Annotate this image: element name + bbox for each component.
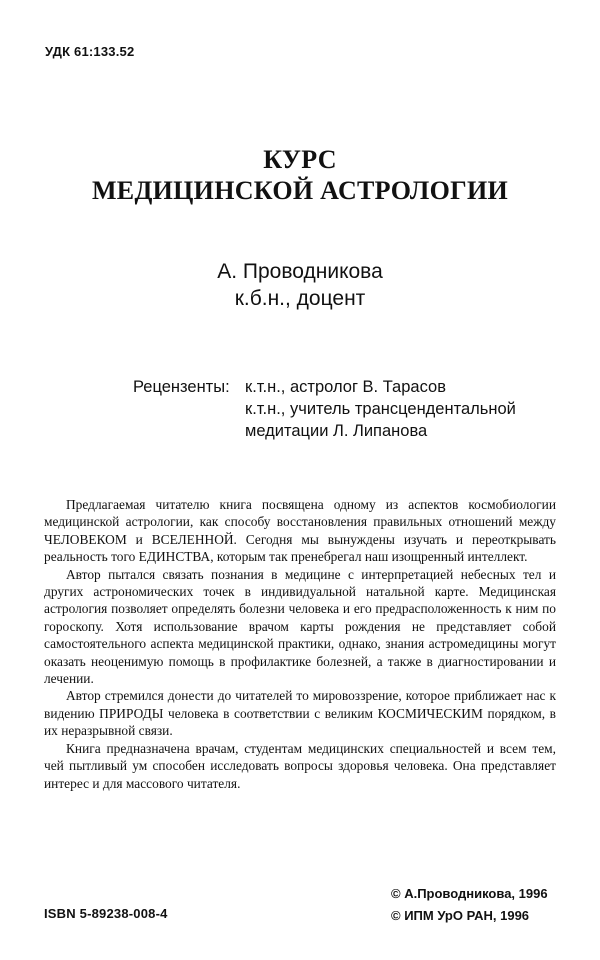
reviewer-line-1: к.т.н., астролог В. Тарасов <box>245 378 446 396</box>
reviewer-line-2: к.т.н., учитель трансцендентальной <box>245 400 516 418</box>
book-title-line-2: МЕДИЦИНСКОЙ АСТРОЛОГИИ <box>91 176 509 205</box>
annotation-text <box>44 496 556 792</box>
reviewer-line-3: медитации Л. Липанова <box>245 422 428 440</box>
annotation-paragraph-2: Автор пытался связать познания в медицине с интерпретацией небесных тел и других астрономических точек в индивидуальной натальной карте. Медицинская астрология позволяет определять болезни человека и его предрасположенность к ним по гороскопу. Хотя использование врачом карты рождения не представляет собой самостоятельного аспекта медицинской практики, однако, знания астромедицины могут оказать неоценимую помощь в профилактике болезней, а также в диагностировании и лечении. <box>44 566 556 687</box>
annotation-paragraph-4: Книга предназначена врачам, студентам медицинских специальностей и всем тем, чей пытливый ум способен исследовать вопросы здоровья человека. Она представляет интерес и для массового читателя. <box>44 740 556 791</box>
annotation-paragraph-3: Автор стремился донести до читателей то мировоззрение, которое приближает нас к видению ПРИРОДЫ человека в соответствии с великим КОСМИЧЕСКИМ порядком, в их неразрывной связи. <box>44 688 556 739</box>
author-degree: к.б.н., доцент <box>234 287 366 310</box>
udk-code: УДК 61:133.52 <box>45 44 135 59</box>
copyright-block <box>391 883 548 927</box>
author-name: А. Проводникова <box>217 260 383 283</box>
copyright-publisher: © ИПМ УрО РАН, 1996 <box>391 908 530 923</box>
reviewers-label: Рецензенты: <box>133 378 230 396</box>
copyright-author: © А.Проводникова, 1996 <box>391 886 548 901</box>
author-block <box>0 258 600 312</box>
annotation-paragraph-1: Предлагаемая читателю книга посвящена одному из аспектов космобиологии медицинской астрологии, как способу восстановления правильных отношений между ЧЕЛОВЕКОМ и ВСЕЛЕННОЙ. Сегодня мы вынуждены изучать и переоткрывать реальность того ЕДИНСТВА, которым так пренебрегал наш изощренный интеллект. <box>44 497 556 565</box>
isbn: ISBN 5-89238-008-4 <box>44 906 168 921</box>
reviewers-names <box>245 376 516 442</box>
book-title <box>0 144 600 206</box>
book-title-line-1: КУРС <box>263 145 337 174</box>
